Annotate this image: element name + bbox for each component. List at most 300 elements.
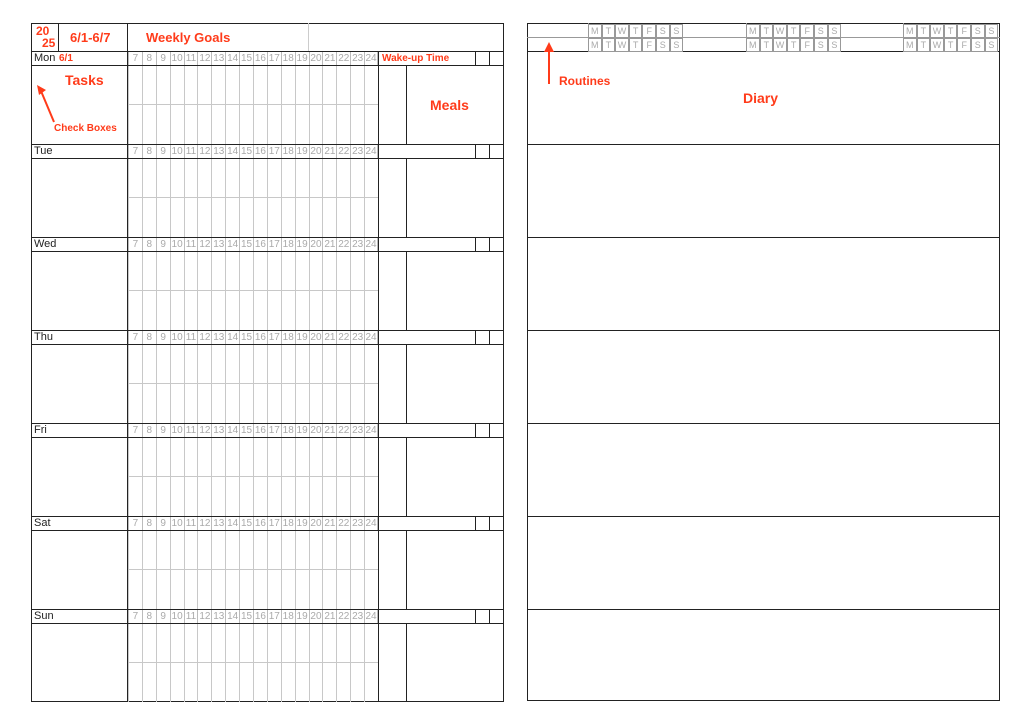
- hour-label: 24: [365, 332, 377, 343]
- hour-grid-line: [211, 66, 212, 144]
- hour-label: 9: [156, 517, 170, 530]
- day-name: Tue: [34, 145, 53, 157]
- hour-label: 18: [282, 239, 294, 250]
- hour-label: 20: [310, 146, 322, 157]
- routine-day-cell[interactable]: T: [944, 38, 958, 52]
- hour-grid-line: [253, 159, 254, 237]
- hour-grid-line: [225, 345, 226, 423]
- diary-entry-area[interactable]: [528, 238, 999, 329]
- hour-grid-line: [336, 159, 337, 237]
- check-box[interactable]: [490, 52, 504, 65]
- check-boxes-arrow-icon: [34, 82, 58, 126]
- hour-label: 18: [282, 332, 294, 343]
- hour-grid-line: [211, 345, 212, 423]
- hour-label: 9: [156, 610, 170, 623]
- hour-grid-line: [128, 345, 129, 423]
- hour-label: 22: [338, 239, 350, 250]
- wakeup-time-label: Wake-up Time: [382, 53, 450, 64]
- hour-grid-line: [239, 159, 240, 237]
- routine-day-cell[interactable]: T: [629, 38, 643, 52]
- check-box[interactable]: [490, 610, 504, 623]
- routine-day-cell[interactable]: S: [828, 24, 842, 38]
- hour-grid-line: [239, 531, 240, 609]
- hour-grid-line: [281, 624, 282, 702]
- routine-day-cell[interactable]: T: [760, 38, 774, 52]
- hour-label: 12: [199, 425, 211, 436]
- hour-grid-line: [267, 345, 268, 423]
- routine-day-cell[interactable]: T: [629, 24, 643, 38]
- hour-label: 17: [268, 239, 280, 250]
- header-divider-range: [127, 23, 128, 52]
- routine-day-cell[interactable]: F: [800, 38, 814, 52]
- check-box[interactable]: [476, 52, 489, 65]
- hour-grid-line: [211, 438, 212, 516]
- routine-day-cell[interactable]: W: [615, 38, 629, 52]
- hour-label: 15: [240, 239, 253, 250]
- hour-label: 17: [268, 518, 280, 529]
- hour-label: 8: [142, 424, 156, 437]
- routine-day-cell[interactable]: T: [602, 24, 616, 38]
- year-top: 20: [36, 24, 50, 38]
- check-boxes-annotation: Check Boxes: [54, 123, 117, 134]
- hour-label: 14: [227, 332, 239, 343]
- routine-group-divider: [588, 23, 589, 51]
- meals-divider: [406, 530, 407, 609]
- routine-day-cell[interactable]: M: [746, 38, 760, 52]
- hour-grid-line: [253, 624, 254, 702]
- hour-grid-line: [350, 159, 351, 237]
- hour-label: 7: [128, 610, 142, 623]
- hour-label: 7: [128, 517, 142, 530]
- hour-grid-line: [156, 252, 157, 330]
- hour-grid-line: [239, 345, 240, 423]
- hour-grid-line: [170, 159, 171, 237]
- tasks-annotation: Tasks: [65, 72, 104, 88]
- hour-grid-line: [281, 438, 282, 516]
- diary-entry-area[interactable]: [528, 331, 999, 422]
- hour-label: 13: [213, 518, 225, 529]
- hour-label: 14: [227, 518, 239, 529]
- hour-label: 23: [352, 146, 364, 157]
- hour-grid-line: [225, 252, 226, 330]
- routine-day-cell[interactable]: M: [746, 24, 760, 38]
- hour-label: 21: [324, 518, 336, 529]
- hour-grid-line: [197, 252, 198, 330]
- hour-label: 13: [213, 425, 225, 436]
- check-box[interactable]: [490, 238, 504, 251]
- hour-grid-line: [364, 624, 365, 702]
- hour-grid-line: [295, 159, 296, 237]
- routine-day-cell[interactable]: F: [642, 38, 656, 52]
- hour-grid-line: [364, 345, 365, 423]
- hour-grid-line: [239, 624, 240, 702]
- routine-day-cell[interactable]: W: [930, 38, 944, 52]
- routine-day-cell[interactable]: M: [588, 24, 602, 38]
- routine-day-cell[interactable]: S: [985, 38, 999, 52]
- hour-label: 20: [310, 518, 322, 529]
- hour-label: 22: [338, 53, 350, 64]
- hour-grid-line: [142, 159, 143, 237]
- routine-day-cell[interactable]: S: [670, 38, 684, 52]
- hour-grid-line: [128, 624, 129, 702]
- hour-label: 12: [199, 53, 211, 64]
- hour-label: 19: [296, 53, 308, 64]
- hour-grid-line: [170, 624, 171, 702]
- routine-day-cell[interactable]: W: [930, 24, 944, 38]
- hour-label: 18: [282, 146, 294, 157]
- routine-day-cell[interactable]: S: [985, 24, 999, 38]
- header-divider-year: [58, 23, 59, 52]
- hours-divider: [378, 51, 379, 144]
- hour-label: 8: [142, 145, 156, 158]
- hour-grid-line: [350, 345, 351, 423]
- hour-label: 10: [171, 239, 183, 250]
- hour-grid-line: [281, 531, 282, 609]
- year-bottom: 25: [42, 36, 56, 50]
- hour-grid-midline: [128, 569, 378, 570]
- hour-label: 17: [268, 53, 280, 64]
- hour-label: 16: [254, 53, 266, 64]
- hour-label: 13: [213, 146, 225, 157]
- hour-grid-line: [128, 531, 129, 609]
- hour-grid-line: [184, 345, 185, 423]
- hour-label: 18: [282, 518, 294, 529]
- meals-annotation: Meals: [430, 97, 469, 113]
- hour-grid-line: [267, 252, 268, 330]
- hour-label: 22: [338, 611, 350, 622]
- hour-grid-line: [142, 438, 143, 516]
- routine-day-cell[interactable]: T: [602, 38, 616, 52]
- diary-entry-area[interactable]: [528, 145, 999, 236]
- hour-grid-line: [267, 624, 268, 702]
- hour-label: 23: [352, 425, 364, 436]
- check-box[interactable]: [490, 517, 504, 530]
- hour-label: 8: [142, 610, 156, 623]
- hour-grid-line: [184, 438, 185, 516]
- hour-label: 7: [128, 424, 142, 437]
- hour-label: 11: [184, 238, 198, 251]
- hour-label: 22: [338, 332, 350, 343]
- hour-label: 16: [254, 425, 266, 436]
- day-name: Wed: [34, 238, 57, 250]
- hour-grid-line: [253, 438, 254, 516]
- hour-grid-line: [364, 531, 365, 609]
- hour-label: 24: [365, 611, 377, 622]
- check-box[interactable]: [476, 610, 489, 623]
- hour-label: 17: [268, 146, 280, 157]
- routine-day-cell[interactable]: T: [787, 38, 801, 52]
- hour-grid-line: [295, 252, 296, 330]
- hour-grid-line: [309, 345, 310, 423]
- hour-label: 18: [282, 53, 294, 64]
- diary-entry-area[interactable]: [528, 424, 999, 515]
- day-name: Sun: [34, 610, 54, 622]
- hour-label: 23: [352, 518, 364, 529]
- hour-label: 9: [156, 424, 170, 437]
- hour-label: 7: [128, 52, 142, 65]
- routine-day-cell[interactable]: T: [760, 24, 774, 38]
- routine-day-cell[interactable]: T: [917, 24, 931, 38]
- hour-grid-line: [309, 66, 310, 144]
- hour-label: 19: [296, 146, 308, 157]
- hour-grid-line: [295, 345, 296, 423]
- hour-grid-line: [170, 345, 171, 423]
- hour-grid-line: [350, 531, 351, 609]
- hour-label: 16: [254, 332, 266, 343]
- diary-annotation: Diary: [743, 90, 779, 106]
- hour-grid-line: [336, 66, 337, 144]
- check-box[interactable]: [476, 424, 489, 437]
- hour-label: 12: [199, 332, 211, 343]
- header-faint-divider: [308, 23, 309, 52]
- hour-grid-line: [156, 531, 157, 609]
- hour-label: 8: [142, 52, 156, 65]
- hour-label: 15: [240, 53, 253, 64]
- routine-day-cell[interactable]: S: [656, 24, 670, 38]
- hour-grid-line: [322, 438, 323, 516]
- hours-divider: [378, 423, 379, 516]
- hour-label: 9: [156, 331, 170, 344]
- hour-grid-line: [239, 438, 240, 516]
- hour-grid-line: [295, 624, 296, 702]
- hour-grid-line: [322, 345, 323, 423]
- routine-day-cell[interactable]: S: [828, 38, 842, 52]
- routine-day-cell[interactable]: F: [957, 38, 971, 52]
- hour-grid-line: [336, 624, 337, 702]
- hour-grid-line: [336, 345, 337, 423]
- hour-label: 10: [171, 425, 183, 436]
- hour-label: 12: [199, 146, 211, 157]
- hour-grid-line: [309, 531, 310, 609]
- hour-grid-line: [253, 66, 254, 144]
- hour-grid-line: [336, 438, 337, 516]
- hours-divider: [378, 237, 379, 330]
- hour-label: 22: [338, 518, 350, 529]
- hour-grid-line: [322, 624, 323, 702]
- hour-grid-line: [239, 252, 240, 330]
- hour-grid-line: [142, 252, 143, 330]
- hour-label: 22: [338, 425, 350, 436]
- hour-grid-line: [364, 159, 365, 237]
- check-box[interactable]: [476, 517, 489, 530]
- hour-label: 24: [365, 53, 377, 64]
- date-range: 6/1-6/7: [70, 30, 111, 45]
- check-box[interactable]: [490, 331, 504, 344]
- hour-label: 21: [324, 332, 336, 343]
- routine-day-cell[interactable]: T: [917, 38, 931, 52]
- hour-grid-line: [295, 531, 296, 609]
- meals-divider: [406, 65, 407, 144]
- hour-grid-line: [281, 66, 282, 144]
- hour-label: 15: [240, 146, 253, 157]
- hour-label: 13: [213, 332, 225, 343]
- hour-grid-line: [253, 252, 254, 330]
- day-name: Fri: [34, 424, 47, 436]
- hour-grid-line: [170, 66, 171, 144]
- hour-label: 11: [184, 331, 198, 344]
- hour-grid-line: [350, 66, 351, 144]
- hour-label: 21: [324, 239, 336, 250]
- hour-label: 19: [296, 332, 308, 343]
- hour-grid-midline: [128, 290, 378, 291]
- weekly-goals-label: Weekly Goals: [146, 30, 231, 45]
- hour-grid-midline: [128, 662, 378, 663]
- hour-label: 17: [268, 425, 280, 436]
- hour-label: 14: [227, 425, 239, 436]
- hour-label: 16: [254, 239, 266, 250]
- hour-grid-line: [267, 438, 268, 516]
- check-box[interactable]: [490, 145, 504, 158]
- hour-label: 21: [324, 53, 336, 64]
- check-box[interactable]: [476, 331, 489, 344]
- routine-day-cell[interactable]: M: [588, 38, 602, 52]
- hour-grid-line: [364, 66, 365, 144]
- hour-grid-line: [197, 345, 198, 423]
- routine-day-cell[interactable]: T: [944, 24, 958, 38]
- hour-label: 21: [324, 425, 336, 436]
- hour-grid-line: [197, 531, 198, 609]
- first-date: 6/1: [59, 53, 73, 64]
- routine-day-cell[interactable]: S: [971, 24, 985, 38]
- hour-label: 10: [171, 611, 183, 622]
- routine-day-cell[interactable]: S: [971, 38, 985, 52]
- hour-grid-line: [142, 345, 143, 423]
- hour-grid-line: [156, 438, 157, 516]
- hour-label: 8: [142, 238, 156, 251]
- hour-label: 20: [310, 425, 322, 436]
- hour-label: 23: [352, 239, 364, 250]
- hour-label: 8: [142, 331, 156, 344]
- routine-day-cell[interactable]: T: [787, 24, 801, 38]
- hour-grid-line: [128, 66, 129, 144]
- hour-grid-line: [267, 66, 268, 144]
- hour-grid-line: [267, 159, 268, 237]
- hour-grid-line: [142, 66, 143, 144]
- hour-grid-line: [295, 438, 296, 516]
- hour-label: 10: [171, 53, 183, 64]
- hour-label: 7: [128, 145, 142, 158]
- diary-entry-area[interactable]: [528, 517, 999, 608]
- hour-grid-line: [281, 252, 282, 330]
- hour-label: 22: [338, 146, 350, 157]
- hour-label: 21: [324, 146, 336, 157]
- hour-label: 17: [268, 332, 280, 343]
- meals-divider: [406, 344, 407, 423]
- hour-label: 15: [240, 518, 253, 529]
- hour-grid-line: [156, 345, 157, 423]
- hour-label: 9: [156, 145, 170, 158]
- hour-grid-line: [142, 531, 143, 609]
- hour-grid-line: [184, 624, 185, 702]
- hour-label: 13: [213, 611, 225, 622]
- hour-grid-line: [253, 345, 254, 423]
- routine-day-cell[interactable]: S: [656, 38, 670, 52]
- hour-grid-line: [184, 531, 185, 609]
- routine-day-cell[interactable]: W: [773, 24, 787, 38]
- routine-day-cell[interactable]: S: [814, 38, 828, 52]
- hour-label: 24: [365, 518, 377, 529]
- hour-grid-line: [336, 252, 337, 330]
- hour-label: 14: [227, 239, 239, 250]
- hour-grid-line: [350, 252, 351, 330]
- hour-grid-line: [197, 159, 198, 237]
- hour-grid-line: [197, 438, 198, 516]
- hour-grid-line: [184, 252, 185, 330]
- hour-label: 12: [199, 611, 211, 622]
- routine-day-cell[interactable]: M: [903, 38, 917, 52]
- hours-divider: [378, 609, 379, 702]
- hour-label: 11: [184, 610, 198, 623]
- hour-grid-line: [309, 159, 310, 237]
- hour-label: 19: [296, 611, 308, 622]
- hour-grid-line: [211, 252, 212, 330]
- hour-grid-line: [225, 159, 226, 237]
- check-box[interactable]: [476, 238, 489, 251]
- hour-label: 15: [240, 425, 253, 436]
- routine-day-cell[interactable]: F: [800, 24, 814, 38]
- hour-label: 24: [365, 425, 377, 436]
- hour-label: 10: [171, 518, 183, 529]
- hour-grid-line: [225, 624, 226, 702]
- hour-grid-line: [128, 252, 129, 330]
- hour-grid-line: [184, 66, 185, 144]
- routine-group-divider: [746, 23, 747, 51]
- hour-grid-line: [142, 624, 143, 702]
- meals-divider: [406, 437, 407, 516]
- hour-grid-line: [309, 438, 310, 516]
- hour-label: 14: [227, 611, 239, 622]
- day-name: Sat: [34, 517, 51, 529]
- hour-grid-line: [309, 624, 310, 702]
- hour-grid-line: [170, 531, 171, 609]
- diary-entry-area[interactable]: [528, 52, 999, 143]
- hour-grid-midline: [128, 104, 378, 105]
- routine-day-cell[interactable]: F: [642, 24, 656, 38]
- routine-day-cell[interactable]: S: [670, 24, 684, 38]
- routine-day-cell[interactable]: W: [615, 24, 629, 38]
- check-box[interactable]: [476, 145, 489, 158]
- meals-divider: [406, 158, 407, 237]
- hour-label: 16: [254, 146, 266, 157]
- hour-label: 20: [310, 53, 322, 64]
- hour-label: 8: [142, 517, 156, 530]
- hour-label: 16: [254, 611, 266, 622]
- hour-grid-line: [267, 531, 268, 609]
- hour-label: 11: [184, 424, 198, 437]
- routine-day-cell[interactable]: M: [903, 24, 917, 38]
- hour-label: 23: [352, 611, 364, 622]
- hour-grid-line: [128, 159, 129, 237]
- hour-label: 18: [282, 425, 294, 436]
- hour-grid-line: [156, 66, 157, 144]
- hour-label: 15: [240, 611, 253, 622]
- hour-grid-line: [211, 624, 212, 702]
- routine-day-cell[interactable]: S: [814, 24, 828, 38]
- routine-day-cell[interactable]: F: [957, 24, 971, 38]
- routines-annotation: Routines: [559, 74, 611, 88]
- hour-grid-line: [336, 531, 337, 609]
- routine-day-cell[interactable]: W: [773, 38, 787, 52]
- hour-label: 9: [156, 238, 170, 251]
- hour-label: 10: [171, 332, 183, 343]
- hour-label: 11: [184, 517, 198, 530]
- hour-label: 23: [352, 53, 364, 64]
- diary-entry-area[interactable]: [528, 610, 999, 701]
- check-box[interactable]: [490, 424, 504, 437]
- hour-label: 13: [213, 239, 225, 250]
- hour-grid-line: [364, 438, 365, 516]
- hour-grid-midline: [128, 197, 378, 198]
